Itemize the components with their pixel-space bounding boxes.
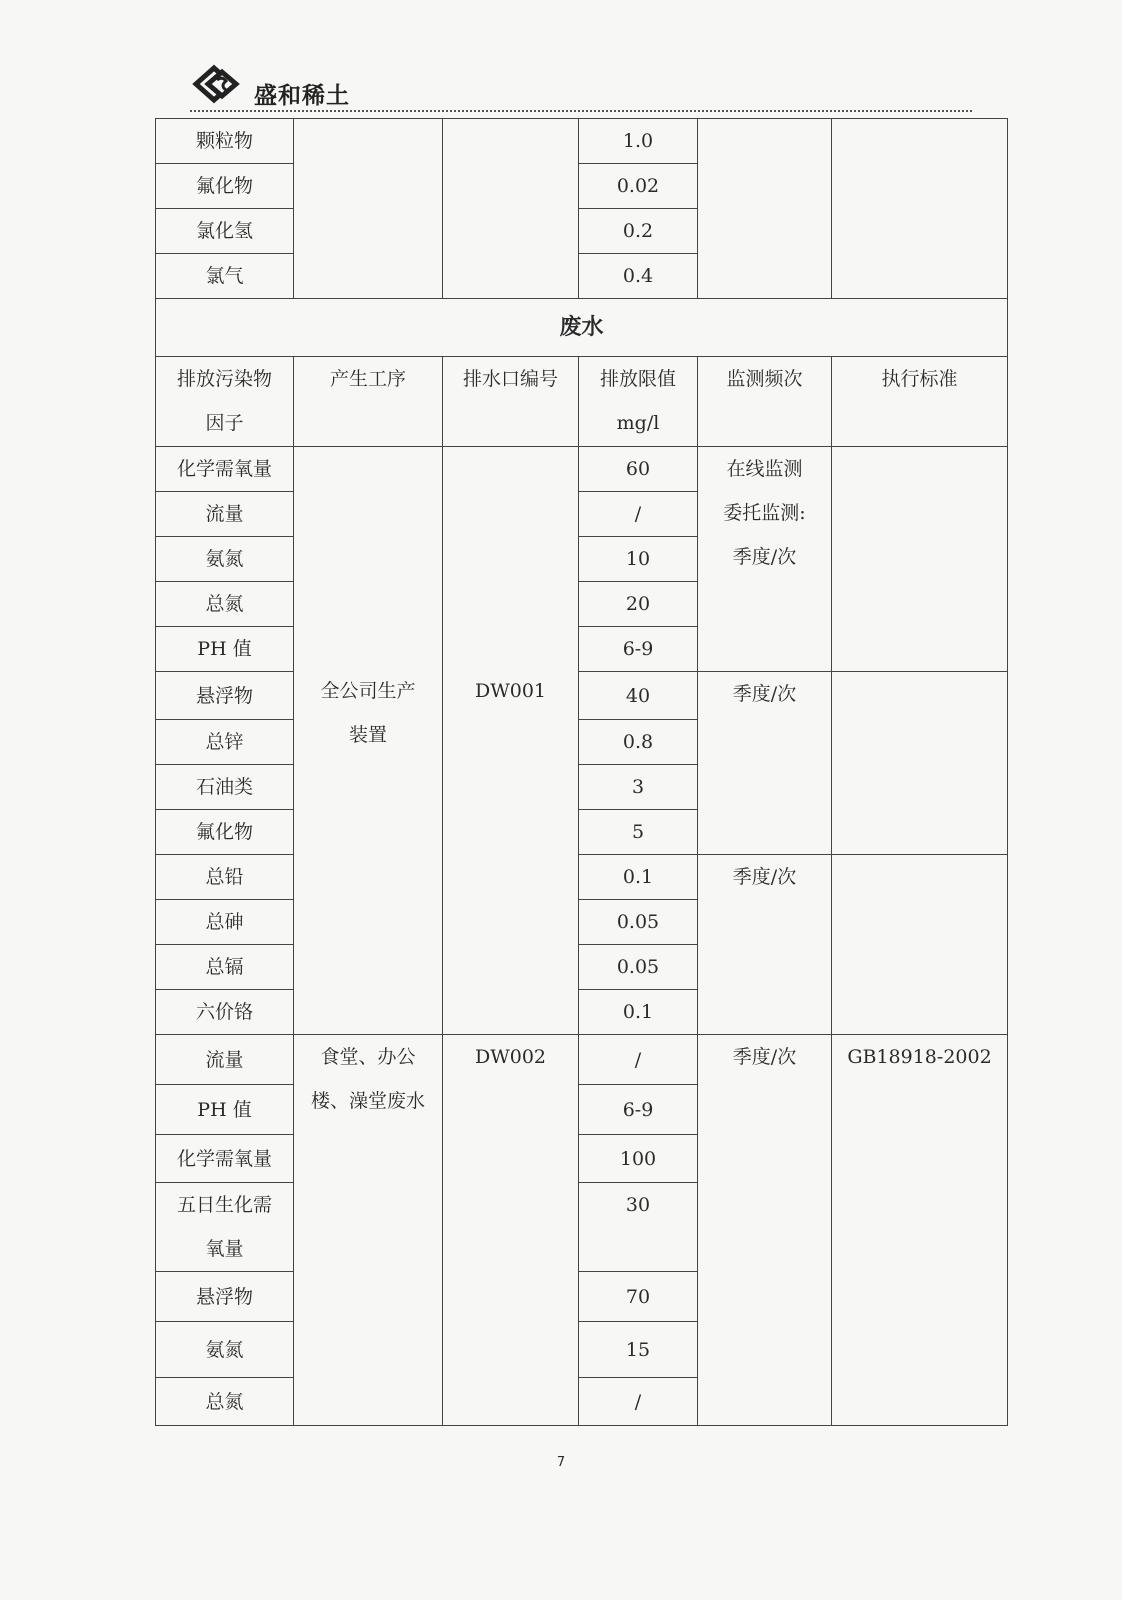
factor-cell: 氨氮 <box>156 1322 294 1378</box>
factor-cell: 氯气 <box>156 254 294 299</box>
outlet-cell-empty <box>443 119 579 299</box>
col-header-frequency: 监测频次 <box>698 357 832 447</box>
factor-cell: 五日生化需 氧量 <box>156 1183 294 1272</box>
col-header-limit: 排放限值 mg/l <box>579 357 698 447</box>
factor-cell: 总氮 <box>156 1378 294 1426</box>
limit-cell: 100 <box>579 1135 698 1183</box>
limit-cell: 0.8 <box>579 720 698 765</box>
table-row <box>156 855 1008 900</box>
factor-cell: 悬浮物 <box>156 1272 294 1322</box>
header-rule <box>190 110 972 112</box>
factor-cell: 氟化物 <box>156 164 294 209</box>
table-row <box>156 672 1008 720</box>
limit-cell: / <box>579 492 698 537</box>
limit-cell: 0.1 <box>579 990 698 1035</box>
col-header-standard: 执行标准 <box>832 357 1008 447</box>
section-title: 废水 <box>156 299 1008 357</box>
limit-cell: 20 <box>579 582 698 627</box>
frequency-cell: 季度/次 <box>698 1035 832 1426</box>
table-row <box>156 119 1008 164</box>
factor-cell: 石油类 <box>156 765 294 810</box>
table-row <box>156 1035 1008 1085</box>
limit-cell: 0.4 <box>579 254 698 299</box>
limit-cell: 10 <box>579 537 698 582</box>
limit-cell: 0.1 <box>579 855 698 900</box>
standard-cell-empty <box>832 119 1008 299</box>
standard-cell-empty <box>832 855 1008 1035</box>
factor-cell: 总氮 <box>156 582 294 627</box>
frequency-cell: 季度/次 <box>698 672 832 855</box>
section-row <box>156 299 1008 357</box>
factor-cell: 流量 <box>156 492 294 537</box>
factor-cell: 氟化物 <box>156 810 294 855</box>
limit-cell: 40 <box>579 672 698 720</box>
frequency-cell: 季度/次 <box>698 855 832 1035</box>
factor-cell: 总镉 <box>156 945 294 990</box>
standard-cell-empty <box>832 447 1008 672</box>
outlet-cell: DW001 <box>443 447 579 1035</box>
page-number: 7 <box>556 1455 566 1470</box>
limit-cell: 0.02 <box>579 164 698 209</box>
limit-cell: 5 <box>579 810 698 855</box>
limit-cell: / <box>579 1035 698 1085</box>
factor-cell: 化学需氧量 <box>156 447 294 492</box>
factor-cell: 悬浮物 <box>156 672 294 720</box>
process-cell: 全公司生产 装置 <box>294 447 443 1035</box>
standard-cell-empty <box>832 672 1008 855</box>
factor-cell: 颗粒物 <box>156 119 294 164</box>
process-cell-empty <box>294 119 443 299</box>
factor-cell: PH 值 <box>156 1085 294 1135</box>
process-cell: 食堂、办公 楼、澡堂废水 <box>294 1035 443 1426</box>
limit-cell: 70 <box>579 1272 698 1322</box>
limit-cell: 0.05 <box>579 900 698 945</box>
frequency-cell: 在线监测 委托监测: 季度/次 <box>698 447 832 672</box>
table-row <box>156 447 1008 492</box>
factor-cell: 总砷 <box>156 900 294 945</box>
header-row <box>156 357 1008 447</box>
outlet-cell: DW002 <box>443 1035 579 1426</box>
emission-table <box>155 118 1008 1426</box>
factor-cell: 氨氮 <box>156 537 294 582</box>
col-header-outlet: 排水口编号 <box>443 357 579 447</box>
limit-cell: 60 <box>579 447 698 492</box>
company-name: 盛和稀土 <box>254 82 350 109</box>
standard-cell: GB18918-2002 <box>832 1035 1008 1426</box>
company-logo <box>192 62 350 109</box>
limit-cell: 3 <box>579 765 698 810</box>
factor-cell: 总铅 <box>156 855 294 900</box>
col-header-factor: 排放污染物 因子 <box>156 357 294 447</box>
factor-cell: 六价铬 <box>156 990 294 1035</box>
limit-cell: 0.2 <box>579 209 698 254</box>
diamond-s-logo-icon <box>192 64 250 104</box>
limit-cell: 1.0 <box>579 119 698 164</box>
limit-cell: 30 <box>579 1183 698 1272</box>
factor-cell: PH 值 <box>156 627 294 672</box>
frequency-cell-empty <box>698 119 832 299</box>
col-header-process: 产生工序 <box>294 357 443 447</box>
factor-cell: 流量 <box>156 1035 294 1085</box>
factor-cell: 化学需氧量 <box>156 1135 294 1183</box>
limit-cell: 15 <box>579 1322 698 1378</box>
limit-cell: / <box>579 1378 698 1426</box>
limit-cell: 0.05 <box>579 945 698 990</box>
limit-cell: 6-9 <box>579 627 698 672</box>
factor-cell: 氯化氢 <box>156 209 294 254</box>
factor-cell: 总锌 <box>156 720 294 765</box>
limit-cell: 6-9 <box>579 1085 698 1135</box>
